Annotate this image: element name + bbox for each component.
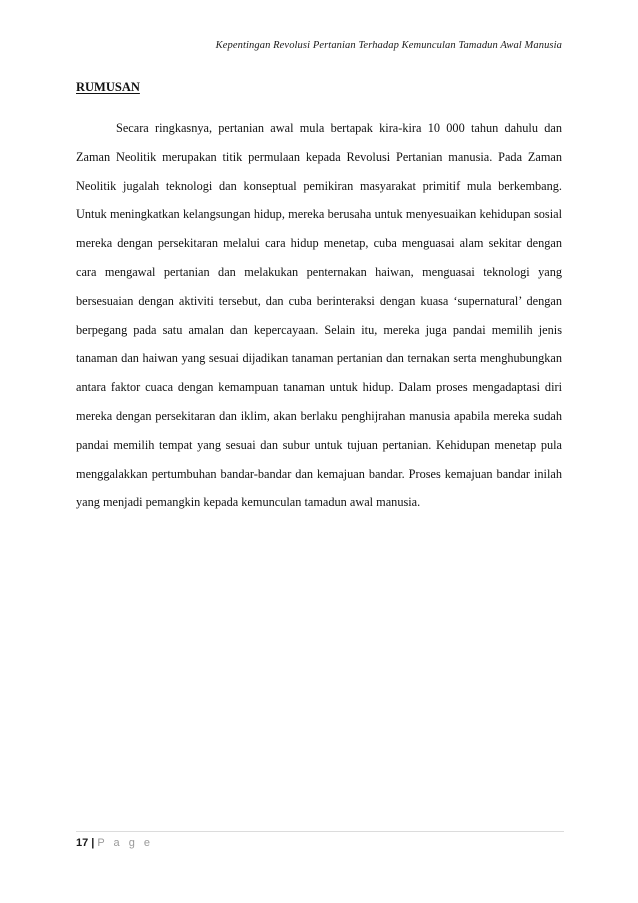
page-number: 17 bbox=[76, 837, 89, 849]
body-paragraph: Secara ringkasnya, pertanian awal mula bertapak kira-kira 10 000 tahun dahulu dan Zaman Neolitik merupakan titik permulaan kepada Revolusi Pertanian manusia. Pada Zaman Neolitik jugalah teknologi dan konseptual pemikiran masyarakat primitif mula berkembang. Untuk meningkatkan kelangsungan hidup, mereka berusaha untuk menyesuaikan kehidupan sosial mereka dengan persekitaran melalui cara hidup menetap, cuba menguasai alam sekitar dengan cara mengawal pertanian dan melakukan penternakan haiwan, menguasai teknologi yang bersesuaian dengan aktiviti tersebut, dan cuba berinteraksi dengan kuasa ‘supernatural’ dengan berpegang pada satu amalan dan kepercayaan. Selain itu, mereka juga pandai memilih jenis tanaman dan haiwan yang sesuai dijadikan tanaman pertanian dan ternakan serta menghubungkan antara faktor cuaca dengan kemampuan tanaman untuk hidup. Dalam proses mengadaptasi diri mereka dengan persekitaran dan iklim, akan berlaku penghijrahan manusia apabila mereka sudah pandai memilih tempat yang sesuai dan subur untuk tujuan pertanian. Kehidupan menetap pula menggalakkan pertumbuhan bandar-bandar dan kemajuan bandar. Proses kemajuan bandar inilah yang menjadi pemangkin kepada kemunculan tamadun awal manusia. bbox=[76, 121, 562, 510]
footer-divider bbox=[76, 831, 564, 832]
page-label: P a g e bbox=[97, 837, 153, 849]
section-heading: RUMUSAN bbox=[76, 80, 140, 94]
page-footer bbox=[76, 837, 153, 849]
footer-separator: | bbox=[91, 837, 95, 849]
page-header-title: Kepentingan Revolusi Pertanian Terhadap Kemunculan Tamadun Awal Manusia bbox=[215, 40, 562, 51]
